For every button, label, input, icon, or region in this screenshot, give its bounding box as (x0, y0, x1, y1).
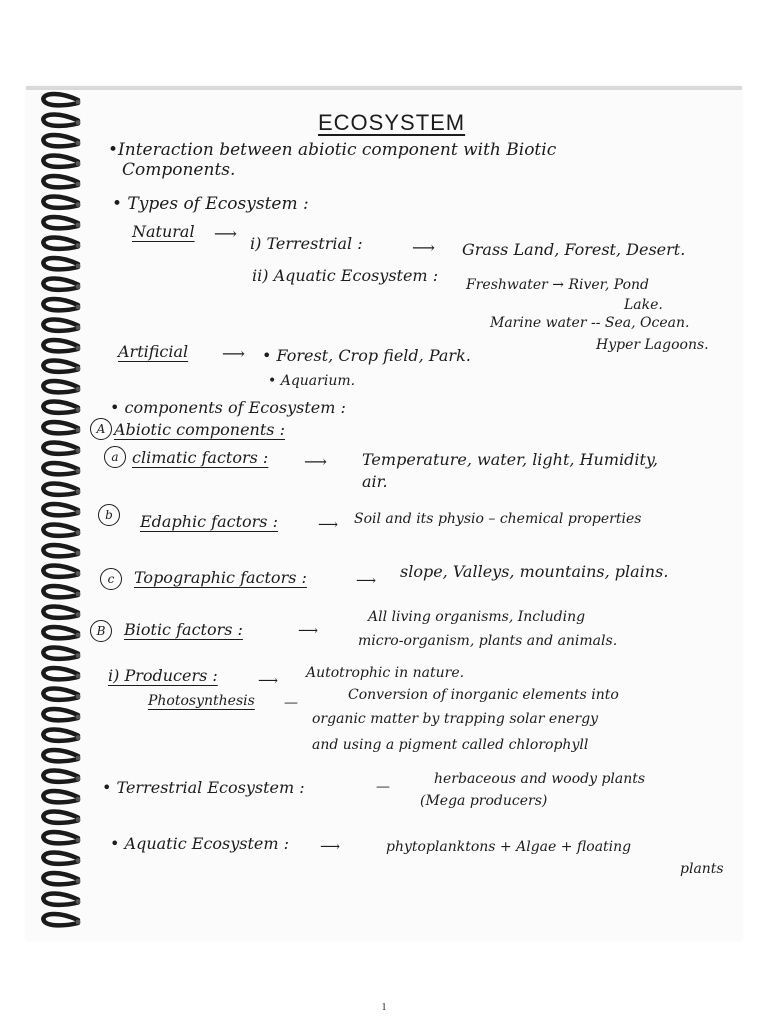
spiral-coil (43, 873, 78, 884)
spiral-hole (76, 407, 81, 412)
artificial-line-2: • Aquarium. (268, 373, 356, 389)
spiral-coil (43, 442, 78, 453)
spiral-coil (43, 647, 78, 658)
spiral-hole (76, 305, 81, 310)
spiral-hole (76, 489, 81, 494)
types-heading: • Types of Ecosystem : (112, 194, 309, 214)
marker-B: B (90, 620, 112, 642)
spiral-hole (76, 653, 81, 658)
arrow-producers: ⟶ (258, 673, 279, 689)
spiral-hole (76, 366, 81, 371)
spiral-coil (43, 196, 78, 207)
producers-label: i) Producers : (108, 666, 218, 685)
spiral-coil (43, 852, 78, 863)
spiral-coil (43, 893, 78, 904)
spiral-hole (76, 694, 81, 699)
spiral-hole (76, 182, 81, 187)
spiral-hole (76, 428, 81, 433)
spiral-hole (76, 202, 81, 207)
spiral-coil (43, 688, 78, 699)
spiral-coil (43, 627, 78, 638)
spiral-hole (76, 899, 81, 904)
spiral-coil (43, 360, 78, 371)
terrestrial-eco-desc-2: (Mega producers) (420, 793, 548, 809)
spiral-coil (43, 319, 78, 330)
spiral-hole (76, 735, 81, 740)
spiral-hole (76, 387, 81, 392)
spiral-coil (43, 155, 78, 166)
spiral-hole (76, 100, 81, 105)
spiral-hole (76, 448, 81, 453)
spiral-coil (43, 217, 78, 228)
spiral-coil (43, 832, 78, 843)
spiral-hole (76, 612, 81, 617)
spiral-hole (76, 838, 81, 843)
terrestrial-label: i) Terrestrial : (250, 234, 363, 253)
marker-a: a (104, 446, 126, 468)
climatic-label: climatic factors : (132, 448, 269, 467)
spiral-coil (43, 463, 78, 474)
spiral-hole (76, 510, 81, 515)
spiral-hole (76, 879, 81, 884)
spiral-coil (43, 709, 78, 720)
arrow-terrestrial-eco: — (376, 779, 390, 795)
marker-b: b (98, 504, 120, 526)
spiral-hole (76, 858, 81, 863)
spiral-coil (43, 299, 78, 310)
spiral-hole (76, 223, 81, 228)
spiral-coil (43, 401, 78, 412)
spiral-coil (43, 237, 78, 248)
producers-desc: Autotrophic in nature. (306, 665, 465, 681)
spiral-coil (43, 340, 78, 351)
climatic-desc-2: air. (362, 472, 388, 491)
spiral-coil (43, 524, 78, 535)
components-heading: • components of Ecosystem : (110, 398, 346, 417)
spiral-hole (76, 120, 81, 125)
spiral-hole (76, 141, 81, 146)
spiral-coil (43, 381, 78, 392)
spiral-hole (76, 817, 81, 822)
arrow-aquatic-eco: ⟶ (320, 839, 341, 855)
spiral-coil (43, 729, 78, 740)
photosynthesis-label: Photosynthesis (148, 693, 255, 709)
aquatic-eco-label: • Aquatic Ecosystem : (110, 834, 290, 853)
aquatic-eco-desc-2: plants (680, 861, 724, 877)
natural-label: Natural (132, 222, 195, 241)
aquatic-eco-desc-1: phytoplanktons + Algae + floating (386, 839, 632, 855)
freshwater-text: Freshwater → River, Pond (466, 277, 649, 293)
spiral-hole (76, 551, 81, 556)
photosynthesis-desc-3: and using a pigment called chlorophyll (312, 737, 589, 753)
spiral-coil (43, 668, 78, 679)
spiral-coil (43, 750, 78, 761)
spiral-coil (43, 914, 78, 925)
edaphic-label: Edaphic factors : (140, 512, 278, 531)
spiral-hole (76, 633, 81, 638)
spiral-hole (76, 715, 81, 720)
terrestrial-examples: Grass Land, Forest, Desert. (462, 240, 686, 259)
spiral-hole (76, 530, 81, 535)
definition-line-1: •Interaction between abiotic component with Biotic (108, 140, 557, 160)
arrow-climatic: ⟶ (304, 452, 327, 471)
marker-A: A (90, 418, 112, 440)
aquatic-label: ii) Aquatic Ecosystem : (252, 266, 439, 285)
spiral-coil (43, 135, 78, 146)
marine-continued: Hyper Lagoons. (596, 337, 709, 353)
spiral-hole (76, 346, 81, 351)
page-number: 1 (381, 1002, 387, 1013)
spiral-coil (43, 258, 78, 269)
abiotic-heading: Abiotic components : (114, 420, 285, 439)
arrow-topographic: ⟶ (356, 573, 377, 589)
spiral-hole (76, 325, 81, 330)
definition-line-2: Components. (122, 160, 236, 180)
spiral-hole (76, 571, 81, 576)
spiral-hole (76, 797, 81, 802)
spiral-hole (76, 920, 81, 925)
freshwater-continued: Lake. (624, 297, 663, 313)
marine-text: Marine water -- Sea, Ocean. (490, 315, 690, 331)
photosynthesis-desc-2: organic matter by trapping solar energy (312, 711, 599, 727)
marker-c: c (100, 568, 122, 590)
spiral-coil (43, 504, 78, 515)
spiral-coil (43, 811, 78, 822)
edaphic-desc: Soil and its physio – chemical properties (354, 511, 642, 527)
arrow-edaphic: ⟶ (318, 517, 339, 533)
arrow-biotic: ⟶ (298, 623, 319, 639)
spiral-coil (43, 586, 78, 597)
spiral-binding (26, 86, 86, 936)
spiral-coil (43, 278, 78, 289)
spiral-coil (43, 545, 78, 556)
spiral-hole (76, 264, 81, 269)
spiral-coil (43, 422, 78, 433)
biotic-label: Biotic factors : (124, 620, 243, 639)
spiral-coil (43, 565, 78, 576)
spiral-coil (43, 770, 78, 781)
topographic-desc: slope, Valleys, mountains, plains. (400, 562, 669, 581)
spiral-hole (76, 592, 81, 597)
biotic-desc-2: micro-organism, plants and animals. (358, 633, 618, 649)
arrow-artificial: ⟶ (222, 344, 245, 363)
climatic-desc-1: Temperature, water, light, Humidity, (362, 450, 658, 469)
biotic-desc-1: All living organisms, Including (368, 609, 586, 625)
photosynthesis-desc-1: Conversion of inorganic elements into (348, 687, 619, 703)
page-title: ECOSYSTEM (318, 110, 466, 135)
artificial-label: Artificial (118, 342, 189, 361)
arrow-photosynthesis: — (284, 695, 298, 711)
spiral-coil (43, 176, 78, 187)
spiral-coil (43, 791, 78, 802)
spiral-hole (76, 674, 81, 679)
arrow-terrestrial: ⟶ (412, 238, 435, 257)
spiral-hole (76, 161, 81, 166)
spiral-hole (76, 469, 81, 474)
spiral-hole (76, 756, 81, 761)
spiral-coil (43, 606, 78, 617)
topographic-label: Topographic factors : (134, 568, 307, 587)
spiral-coil (43, 114, 78, 125)
terrestrial-eco-desc-1: herbaceous and woody plants (434, 771, 646, 787)
spiral-coil (43, 94, 78, 105)
spiral-hole (76, 284, 81, 289)
spiral-hole (76, 776, 81, 781)
arrow-natural: ⟶ (214, 224, 237, 243)
spiral-hole (76, 243, 81, 248)
artificial-line-1: • Forest, Crop field, Park. (262, 346, 471, 365)
terrestrial-eco-label: • Terrestrial Ecosystem : (102, 778, 305, 797)
spiral-coil (43, 483, 78, 494)
